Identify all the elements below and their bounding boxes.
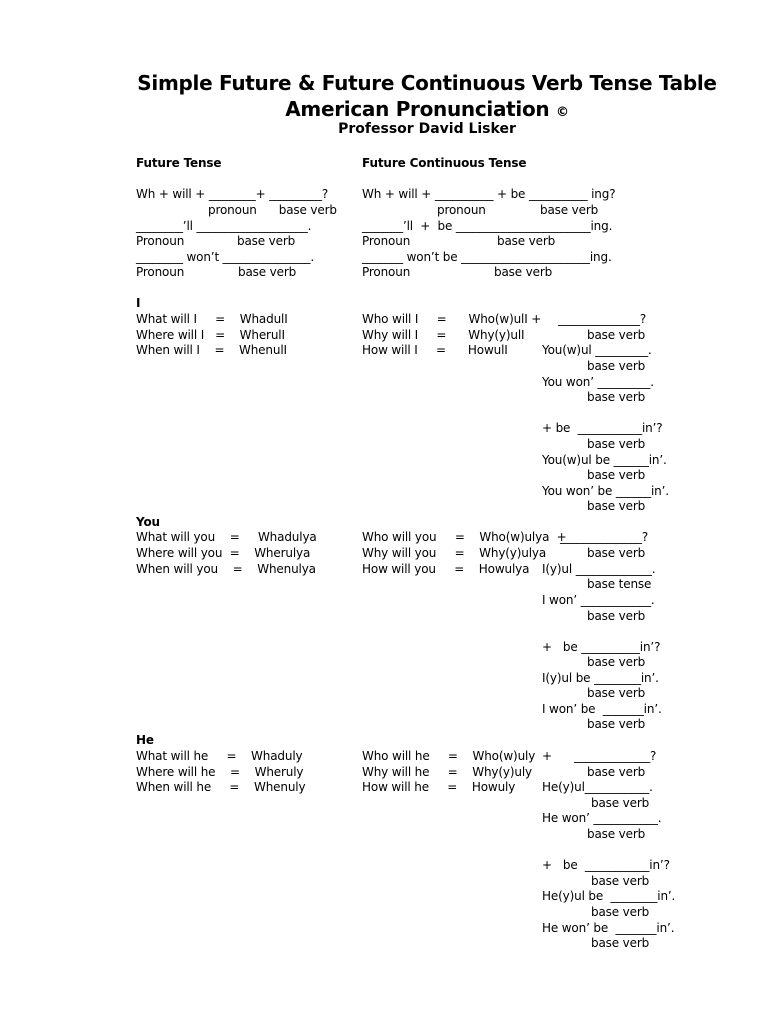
future-continuous-formula-affirmative: _______’ll + be _______________________ing. <box>362 219 613 233</box>
author-name: Professor David Lisker <box>338 121 516 137</box>
future-continuous-label-base-verb: base verb <box>497 234 556 248</box>
section-heading-you: You <box>136 515 160 529</box>
list-item: I(y)ul _____________. <box>542 562 656 576</box>
list-item: What will he = Whaduly <box>136 749 303 763</box>
section-heading-i: I <box>136 296 141 310</box>
future-tense-heading: Future Tense <box>136 156 222 170</box>
list-item: How will he = Howuly <box>362 780 516 794</box>
list-item: I won’ be _______in’. <box>542 702 662 716</box>
list-item: When will he = Whenuly <box>136 780 306 794</box>
list-item: Why will I = Why(y)ulI <box>362 328 525 342</box>
blank-label: base verb <box>591 936 650 950</box>
blank-label: base verb <box>587 437 646 451</box>
list-item: + be ___________in’? <box>542 421 663 435</box>
blank-label: base verb <box>587 359 646 373</box>
list-item: Who will he = Who(w)uly <box>362 749 536 763</box>
list-item: When will you = Whenulya <box>136 562 316 576</box>
list-item: Where will I = WherulI <box>136 328 285 342</box>
blank-label: base verb <box>591 874 650 888</box>
future-tense-label-base-verb: base verb <box>237 234 296 248</box>
blank-label: base verb <box>587 765 646 779</box>
list-item: When will I = WhenulI <box>136 343 287 357</box>
list-item: Where will you = Wherulya <box>136 546 311 560</box>
future-tense-formula-question: Wh + will + ________+ _________? <box>136 187 329 201</box>
future-tense-label-pronoun: Pronoun <box>136 234 185 248</box>
list-item: Who will you = Who(w)ulya + <box>362 530 567 544</box>
list-item: ______________? <box>560 530 649 544</box>
list-item: How will you = Howulya <box>362 562 530 576</box>
list-item: I won’ ____________. <box>542 593 655 607</box>
future-continuous-label-base-verb: base verb <box>494 265 553 279</box>
copyright-symbol: © <box>556 105 569 120</box>
list-item: He won’ be _______in’. <box>542 921 675 935</box>
blank-label: base verb <box>587 390 646 404</box>
future-tense-label-pronoun: Pronoun <box>136 265 185 279</box>
blank-label: base verb <box>587 686 646 700</box>
future-continuous-heading: Future Continuous Tense <box>362 156 527 170</box>
future-continuous-label-pronoun: Pronoun <box>362 234 411 248</box>
blank-label: base verb <box>587 655 646 669</box>
blank-label: base verb <box>587 546 646 560</box>
future-continuous-formula-negative: _______ won’t be ______________________ing. <box>362 250 612 264</box>
list-item: _____________? <box>574 749 657 763</box>
document-subtitle <box>0 97 768 121</box>
list-item: What will I = WhadulI <box>136 312 288 326</box>
subtitle-text: American Pronunciation <box>285 97 550 121</box>
future-continuous-label-pronoun: pronoun <box>437 203 486 217</box>
list-item: I(y)ul be ________in’. <box>542 671 659 685</box>
blank-label: base verb <box>591 905 650 919</box>
list-item: How will I = HowulI <box>362 343 508 357</box>
list-item: Why will he = Why(y)uly <box>362 765 532 779</box>
list-item: + <box>542 749 552 763</box>
blank-label: base verb <box>587 827 646 841</box>
blank-label: base verb <box>591 796 650 810</box>
list-item: He(y)ul___________. <box>542 780 653 794</box>
list-item: You(w)ul be ______in’. <box>542 453 667 467</box>
future-continuous-formula-question: Wh + will + __________ + be __________ ing? <box>362 187 616 201</box>
blank-label: base verb <box>587 499 646 513</box>
blank-label: base verb <box>587 328 646 342</box>
blank-label: base tense <box>587 577 652 591</box>
blank-label: base verb <box>587 609 646 623</box>
list-item: He(y)ul be ________in’. <box>542 889 676 903</box>
blank-label: base verb <box>587 717 646 731</box>
future-continuous-label-base-verb: base verb <box>540 203 599 217</box>
list-item: He won’ ___________. <box>542 811 662 825</box>
list-item: + be ___________in’? <box>542 858 670 872</box>
list-item: What will you = Whadulya <box>136 530 317 544</box>
future-tense-label-base-verb: base verb <box>238 265 297 279</box>
future-continuous-label-pronoun: Pronoun <box>362 265 411 279</box>
blank-label: base verb <box>587 468 646 482</box>
list-item: You(w)ul _________. <box>542 343 652 357</box>
list-item: You won’ _________. <box>542 375 654 389</box>
list-item: Who will I = Who(w)ulI + <box>362 312 542 326</box>
future-tense-formula-labels: pronoun base verb <box>208 203 337 217</box>
future-tense-formula-negative: ________ won’t _______________. <box>136 250 315 264</box>
list-item: + be __________in’? <box>542 640 661 654</box>
future-tense-formula-affirmative: ________’ll ___________________. <box>136 219 312 233</box>
list-item: You won’ be ______in’. <box>542 484 669 498</box>
list-item: ______________? <box>558 312 647 326</box>
list-item: Why will you = Why(y)ulya <box>362 546 547 560</box>
document-title: Simple Future & Future Continuous Verb Tense Table <box>137 71 717 95</box>
list-item: Where will he = Wheruly <box>136 765 304 779</box>
section-heading-he: He <box>136 733 154 747</box>
